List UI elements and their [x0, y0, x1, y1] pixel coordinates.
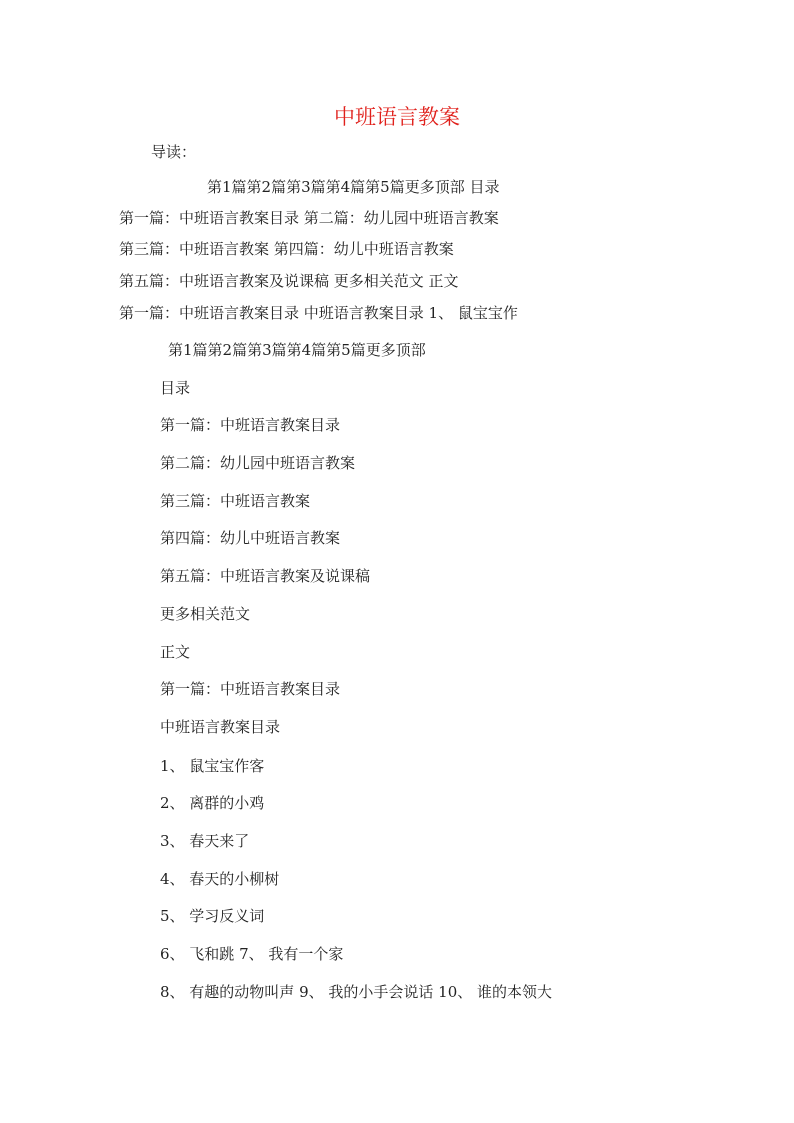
- summary-line: 第一篇：中班语言教案目录 第二篇：幼儿园中班语言教案: [119, 209, 499, 227]
- lesson-item: 5、 学习反义词: [160, 907, 265, 925]
- guide-label: 导读：: [151, 143, 197, 161]
- toc-item: 正文: [160, 643, 191, 661]
- chapter-heading: 第一篇：中班语言教案目录: [160, 680, 341, 698]
- section-subheading: 中班语言教案目录: [160, 718, 281, 736]
- toc-item: 第五篇：中班语言教案及说课稿: [160, 567, 371, 585]
- lesson-item: 6、 飞和跳 7、 我有一个家: [160, 945, 344, 963]
- lesson-item: 4、 春天的小柳树: [160, 870, 280, 888]
- toc-item: 第四篇：幼儿中班语言教案: [160, 529, 341, 547]
- summary-line: 第五篇：中班语言教案及说课稿 更多相关范文 正文: [119, 272, 459, 290]
- nav-line-second: 第1篇第2篇第3篇第4篇第5篇更多顶部: [168, 341, 426, 359]
- toc-heading: 目录: [160, 379, 191, 397]
- document-title: 中班语言教案: [334, 105, 460, 129]
- nav-line-top: 第1篇第2篇第3篇第4篇第5篇更多顶部 目录: [207, 178, 500, 196]
- lesson-item: 2、 离群的小鸡: [160, 794, 265, 812]
- summary-line: 第一篇：中班语言教案目录 中班语言教案目录 1、 鼠宝宝作: [119, 304, 518, 322]
- summary-line: 第三篇：中班语言教案 第四篇：幼儿中班语言教案: [119, 240, 454, 258]
- toc-item: 更多相关范文: [160, 605, 251, 623]
- lesson-item: 8、 有趣的动物叫声 9、 我的小手会说话 10、 谁的本领大: [160, 983, 553, 1001]
- lesson-item: 3、 春天来了: [160, 832, 250, 850]
- toc-item: 第一篇：中班语言教案目录: [160, 416, 341, 434]
- toc-item: 第二篇：幼儿园中班语言教案: [160, 454, 356, 472]
- toc-item: 第三篇：中班语言教案: [160, 492, 311, 510]
- lesson-item: 1、 鼠宝宝作客: [160, 757, 265, 775]
